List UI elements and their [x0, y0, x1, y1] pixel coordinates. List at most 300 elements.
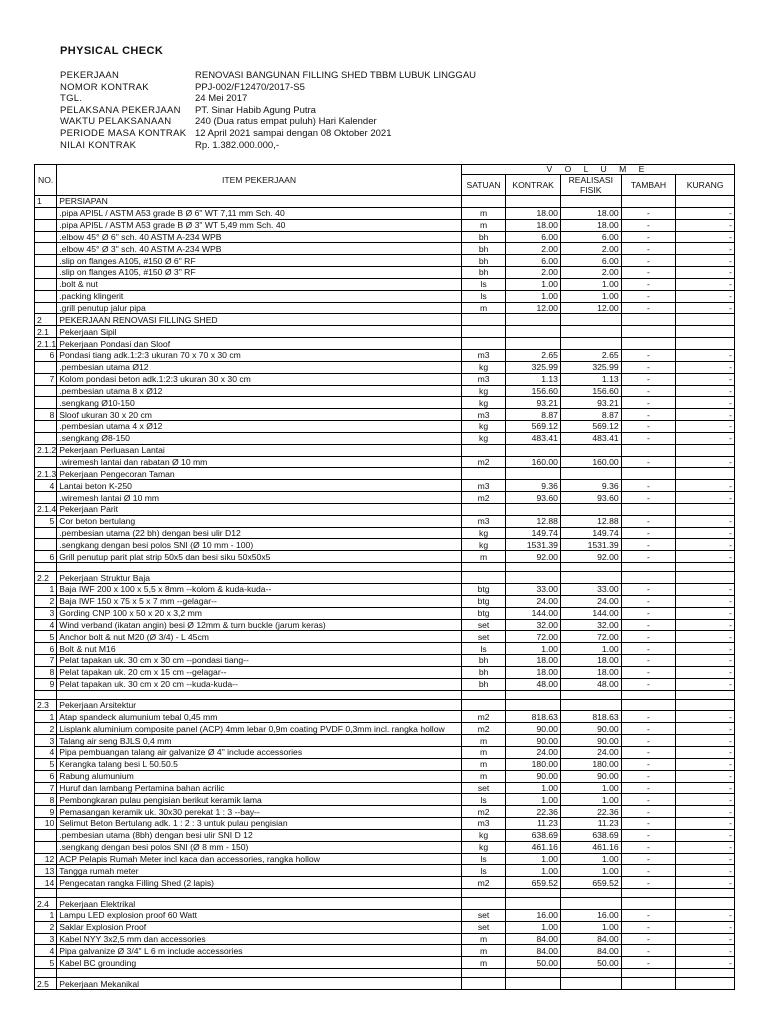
table-row [35, 595, 735, 607]
cell-kontrak [506, 898, 561, 910]
cell-kontrak: 18.00 [506, 655, 561, 667]
cell-realisasi: 144.00 [560, 607, 621, 619]
table-row [35, 243, 735, 255]
cell-no [35, 231, 57, 243]
cell-no: 6 [35, 643, 57, 655]
cell-realisasi: 156.60 [560, 385, 621, 397]
cell-item: Pekerjaan Sipil [57, 326, 462, 338]
cell-tambah: - [621, 480, 676, 492]
cell-kontrak: 93.60 [506, 492, 561, 504]
cell-kontrak [506, 468, 561, 480]
cell-kurang: - [676, 933, 735, 945]
cell-tambah: - [621, 207, 676, 219]
cell-kurang: - [676, 806, 735, 818]
cell-item [57, 563, 462, 572]
cell-realisasi: 90.00 [560, 735, 621, 747]
cell-item [57, 969, 462, 978]
cell-satuan: ls [461, 794, 506, 806]
table-row [35, 711, 735, 723]
cell-item: PERSIAPAN [57, 196, 462, 208]
cell-satuan: kg [461, 829, 506, 841]
cell-item: Kerangka talang besi L 50.50.5 [57, 758, 462, 770]
table-row [35, 444, 735, 456]
cell-no [35, 690, 57, 699]
cell-no: 2.1.3 [35, 468, 57, 480]
cell-item: Pelat tapakan uk. 30 cm x 30 cm --pondasi tiang-- [57, 655, 462, 667]
cell-tambah: - [621, 456, 676, 468]
header-realisasi: REALISASI FISIK [560, 175, 621, 196]
cell-kurang [676, 563, 735, 572]
cell-kontrak [506, 572, 561, 584]
table-row [35, 723, 735, 735]
cell-no [35, 539, 57, 551]
cell-realisasi: 2.00 [560, 267, 621, 279]
cell-kontrak [506, 444, 561, 456]
cell-no: 8 [35, 666, 57, 678]
table-row [35, 207, 735, 219]
cell-kontrak: 818.63 [506, 711, 561, 723]
cell-no [35, 302, 57, 314]
cell-tambah: - [621, 385, 676, 397]
cell-kontrak [506, 978, 561, 990]
cell-tambah: - [621, 921, 676, 933]
cell-satuan: m3 [461, 818, 506, 830]
table-row [35, 456, 735, 468]
table-row [35, 326, 735, 338]
cell-realisasi: 569.12 [560, 421, 621, 433]
info-value: PT. Sinar Habib Agung Putra [195, 104, 316, 116]
cell-tambah: - [621, 539, 676, 551]
cell-no: 7 [35, 655, 57, 667]
cell-item: Talang air seng BJLS 0,4 mm [57, 735, 462, 747]
cell-no: 4 [35, 480, 57, 492]
cell-realisasi: 1.00 [560, 278, 621, 290]
cell-satuan: kg [461, 421, 506, 433]
cell-kurang [676, 699, 735, 711]
cell-tambah: - [621, 409, 676, 421]
cell-tambah: - [621, 957, 676, 969]
cell-item: Pekerjaan Perluasan Lantai [57, 444, 462, 456]
cell-item: .pembesian utama 4 x Ø12 [57, 421, 462, 433]
cell-kontrak: 90.00 [506, 770, 561, 782]
cell-realisasi: 22.36 [560, 806, 621, 818]
cell-tambah: - [621, 711, 676, 723]
cell-no: 2 [35, 314, 57, 326]
cell-realisasi: 6.00 [560, 231, 621, 243]
cell-item: Baja IWF 150 x 75 x 5 x 7 mm --gelagar-- [57, 595, 462, 607]
cell-kurang: - [676, 207, 735, 219]
cell-item: ACP Pelapis Rumah Meter incl kaca dan accessories, rangka hollow [57, 853, 462, 865]
cell-tambah: - [621, 619, 676, 631]
cell-realisasi: 33.00 [560, 584, 621, 596]
cell-no [35, 267, 57, 279]
cell-tambah: - [621, 302, 676, 314]
cell-satuan: m2 [461, 456, 506, 468]
table-row [35, 492, 735, 504]
cell-kontrak: 1.00 [506, 782, 561, 794]
cell-no: 2.1 [35, 326, 57, 338]
cell-item: Cor beton bertulang [57, 515, 462, 527]
info-label: WAKTU PELAKSANAAN [60, 116, 172, 128]
cell-satuan: m [461, 219, 506, 231]
cell-kontrak: 11.23 [506, 818, 561, 830]
cell-tambah: - [621, 255, 676, 267]
info-row [60, 140, 476, 152]
table-row [35, 921, 735, 933]
cell-no [35, 397, 57, 409]
cell-tambah [621, 572, 676, 584]
cell-tambah [621, 898, 676, 910]
table-row [35, 969, 735, 978]
info-row [60, 82, 476, 94]
cell-kurang [676, 338, 735, 350]
cell-satuan: m [461, 551, 506, 563]
cell-no: 8 [35, 409, 57, 421]
cell-item: Bolt & nut M16 [57, 643, 462, 655]
cell-kontrak: 90.00 [506, 723, 561, 735]
cell-tambah: - [621, 770, 676, 782]
cell-satuan: set [461, 631, 506, 643]
cell-item: .wiremesh lantai dan rabatan Ø 10 mm [57, 456, 462, 468]
cell-satuan: m2 [461, 492, 506, 504]
cell-no [35, 207, 57, 219]
cell-item: Pemasangan keramik uk. 30x30 perekat 1 : 3 --bay-- [57, 806, 462, 818]
cell-satuan: m [461, 207, 506, 219]
cell-item: .pembesian utama Ø12 [57, 361, 462, 373]
cell-kurang: - [676, 619, 735, 631]
cell-item: Pengecatan rangka Filling Shed (2 lapis) [57, 877, 462, 889]
cell-kurang [676, 503, 735, 515]
cell-kurang: - [676, 397, 735, 409]
cell-no [35, 278, 57, 290]
cell-no: 4 [35, 619, 57, 631]
cell-satuan: m3 [461, 349, 506, 361]
cell-kontrak [506, 969, 561, 978]
table-row [35, 409, 735, 421]
cell-tambah: - [621, 877, 676, 889]
cell-kurang: - [676, 758, 735, 770]
table-row [35, 219, 735, 231]
cell-realisasi: 818.63 [560, 711, 621, 723]
cell-no: 6 [35, 770, 57, 782]
cell-kontrak [506, 699, 561, 711]
cell-satuan: m2 [461, 723, 506, 735]
cell-tambah: - [621, 723, 676, 735]
cell-no: 1 [35, 909, 57, 921]
cell-no: 5 [35, 631, 57, 643]
cell-satuan [461, 563, 506, 572]
cell-kurang: - [676, 231, 735, 243]
table-row [35, 933, 735, 945]
cell-satuan: ls [461, 643, 506, 655]
cell-kontrak: 24.00 [506, 595, 561, 607]
cell-satuan: m [461, 735, 506, 747]
cell-item: Pelat tapakan uk. 30 cm x 20 cm --kuda-kuda-- [57, 678, 462, 690]
table-row [35, 349, 735, 361]
cell-tambah: - [621, 829, 676, 841]
table-row [35, 361, 735, 373]
cell-realisasi: 24.00 [560, 595, 621, 607]
cell-kurang: - [676, 385, 735, 397]
cell-no: 6 [35, 551, 57, 563]
cell-satuan [461, 699, 506, 711]
cell-kurang: - [676, 711, 735, 723]
cell-satuan: bh [461, 243, 506, 255]
cell-item: Lantai beton K-250 [57, 480, 462, 492]
table-row [35, 818, 735, 830]
cell-kontrak: 16.00 [506, 909, 561, 921]
cell-kontrak: 2.00 [506, 267, 561, 279]
table-row [35, 503, 735, 515]
cell-tambah: - [621, 655, 676, 667]
cell-item: .elbow 45° Ø 6" sch. 40 ASTM A-234 WPB [57, 231, 462, 243]
cell-kurang [676, 969, 735, 978]
cell-kontrak [506, 690, 561, 699]
table-row [35, 278, 735, 290]
cell-no: 2.1.4 [35, 503, 57, 515]
cell-tambah: - [621, 373, 676, 385]
cell-no: 1 [35, 196, 57, 208]
cell-kontrak: 1.00 [506, 290, 561, 302]
cell-no [35, 421, 57, 433]
cell-kurang: - [676, 735, 735, 747]
cell-realisasi [560, 898, 621, 910]
cell-kontrak: 2.00 [506, 243, 561, 255]
cell-item: Anchor bolt & nut M20 (Ø 3/4) - L 45cm [57, 631, 462, 643]
cell-kontrak: 325.99 [506, 361, 561, 373]
cell-realisasi: 638.69 [560, 829, 621, 841]
cell-kurang: - [676, 841, 735, 853]
cell-item: Kabel NYY 3x2,5 mm dan accessories [57, 933, 462, 945]
cell-satuan: kg [461, 841, 506, 853]
cell-item: Pekerjaan Arsitektur [57, 699, 462, 711]
cell-kurang: - [676, 456, 735, 468]
cell-kontrak: 461.16 [506, 841, 561, 853]
cell-kontrak: 92.00 [506, 551, 561, 563]
table-row [35, 877, 735, 889]
table-row [35, 302, 735, 314]
cell-kurang [676, 572, 735, 584]
cell-tambah: - [621, 666, 676, 678]
cell-kurang: - [676, 373, 735, 385]
table-row [35, 865, 735, 877]
info-label: PELAKSANA PEKERJAAN [60, 104, 181, 116]
cell-kurang: - [676, 829, 735, 841]
cell-item: Pekerjaan Elektrikal [57, 898, 462, 910]
cell-no [35, 492, 57, 504]
cell-realisasi: 9.36 [560, 480, 621, 492]
cell-tambah [621, 889, 676, 898]
cell-realisasi [560, 444, 621, 456]
cell-satuan: ls [461, 853, 506, 865]
document-title: PHYSICAL CHECK [60, 45, 164, 57]
cell-satuan: ls [461, 865, 506, 877]
cell-kontrak: 48.00 [506, 678, 561, 690]
cell-satuan [461, 889, 506, 898]
cell-tambah [621, 314, 676, 326]
table-row [35, 678, 735, 690]
cell-kurang: - [676, 631, 735, 643]
cell-item: .pipa API5L / ASTM A53 grade B Ø 3" WT 5,49 mm Sch. 40 [57, 219, 462, 231]
cell-kontrak: 160.00 [506, 456, 561, 468]
cell-realisasi: 90.00 [560, 723, 621, 735]
cell-no [35, 563, 57, 572]
info-value: RENOVASI BANGUNAN FILLING SHED TBBM LUBUK LINGGAU [195, 70, 477, 81]
cell-no [35, 290, 57, 302]
cell-no: 10 [35, 818, 57, 830]
cell-no: 2 [35, 921, 57, 933]
cell-satuan [461, 898, 506, 910]
cell-item: Grill penutup parit plat strip 50x5 dan besi siku 50x50x5 [57, 551, 462, 563]
cell-satuan: bh [461, 655, 506, 667]
table-row [35, 563, 735, 572]
cell-realisasi: 18.00 [560, 219, 621, 231]
table-row [35, 782, 735, 794]
cell-no: 3 [35, 735, 57, 747]
cell-item: .grill penutup jalur pipa [57, 302, 462, 314]
cell-kurang: - [676, 267, 735, 279]
cell-kurang: - [676, 655, 735, 667]
cell-no: 7 [35, 373, 57, 385]
cell-satuan: kg [461, 539, 506, 551]
cell-item: Pekerjaan Struktur Baja [57, 572, 462, 584]
cell-realisasi: 1.00 [560, 794, 621, 806]
cell-no: 3 [35, 607, 57, 619]
cell-satuan: m [461, 933, 506, 945]
cell-kontrak: 1531.39 [506, 539, 561, 551]
cell-kurang [676, 326, 735, 338]
table-row [35, 957, 735, 969]
table-row [35, 829, 735, 841]
cell-satuan [461, 314, 506, 326]
cell-realisasi: 160.00 [560, 456, 621, 468]
cell-tambah: - [621, 492, 676, 504]
cell-kurang: - [676, 551, 735, 563]
cell-no: 9 [35, 678, 57, 690]
cell-no [35, 255, 57, 267]
cell-kontrak: 84.00 [506, 945, 561, 957]
table-header [35, 165, 735, 196]
table-row [35, 432, 735, 444]
header-satuan: SATUAN [461, 175, 506, 196]
info-row [60, 93, 476, 105]
cell-item: Atap spandeck alumunium tebal 0,45 mm [57, 711, 462, 723]
cell-kurang: - [676, 909, 735, 921]
cell-kontrak: 483.41 [506, 432, 561, 444]
cell-kontrak: 180.00 [506, 758, 561, 770]
cell-satuan [461, 326, 506, 338]
table-row [35, 841, 735, 853]
cell-item: Gording CNP 100 x 50 x 20 x 3,2 mm [57, 607, 462, 619]
table-row [35, 631, 735, 643]
cell-no: 6 [35, 349, 57, 361]
table-row [35, 746, 735, 758]
cell-item: .packing klingerit [57, 290, 462, 302]
info-value: 12 April 2021 sampai dengan 08 Oktober 2021 [195, 127, 392, 139]
cell-tambah: - [621, 421, 676, 433]
cell-kurang: - [676, 782, 735, 794]
cell-tambah: - [621, 643, 676, 655]
cell-kurang [676, 468, 735, 480]
contract-info [60, 70, 476, 151]
cell-realisasi: 93.21 [560, 397, 621, 409]
cell-tambah [621, 468, 676, 480]
cell-satuan: bh [461, 678, 506, 690]
info-label: NOMOR KONTRAK [60, 81, 149, 93]
info-label: PERIODE MASA KONTRAK [60, 127, 187, 139]
cell-satuan: m3 [461, 480, 506, 492]
cell-realisasi: 483.41 [560, 432, 621, 444]
cell-satuan: kg [461, 397, 506, 409]
cell-no: 5 [35, 758, 57, 770]
cell-satuan: m [461, 945, 506, 957]
info-row [60, 70, 476, 82]
cell-kurang: - [676, 957, 735, 969]
cell-realisasi: 1.00 [560, 290, 621, 302]
cell-kontrak: 24.00 [506, 746, 561, 758]
cell-satuan [461, 444, 506, 456]
cell-kurang: - [676, 492, 735, 504]
cell-satuan [461, 978, 506, 990]
cell-item: .sengkang dengan besi polos SNI (Ø 10 mm - 100) [57, 539, 462, 551]
cell-no: 2.1.1 [35, 338, 57, 350]
cell-item: Selimut Beton Bertulang adk. 1 : 2 : 3 untuk pulau pengisian [57, 818, 462, 830]
cell-realisasi [560, 326, 621, 338]
cell-kontrak: 144.00 [506, 607, 561, 619]
cell-satuan: kg [461, 527, 506, 539]
cell-tambah: - [621, 432, 676, 444]
cell-item: Kolom pondasi beton adk.1:2:3 ukuran 30 x 30 cm [57, 373, 462, 385]
cell-no: 13 [35, 865, 57, 877]
cell-kontrak: 659.52 [506, 877, 561, 889]
cell-no [35, 385, 57, 397]
cell-satuan: set [461, 921, 506, 933]
cell-kontrak: 8.87 [506, 409, 561, 421]
cell-kurang [676, 898, 735, 910]
cell-kurang: - [676, 770, 735, 782]
cell-kontrak: 149.74 [506, 527, 561, 539]
table-row [35, 196, 735, 208]
cell-tambah: - [621, 909, 676, 921]
cell-tambah: - [621, 818, 676, 830]
cell-kontrak: 1.00 [506, 865, 561, 877]
cell-no [35, 969, 57, 978]
header-kurang: KURANG [676, 175, 735, 196]
cell-realisasi [560, 503, 621, 515]
cell-tambah: - [621, 361, 676, 373]
cell-satuan: kg [461, 385, 506, 397]
cell-kontrak: 6.00 [506, 255, 561, 267]
cell-no: 2.3 [35, 699, 57, 711]
table-row [35, 515, 735, 527]
cell-kurang: - [676, 349, 735, 361]
cell-realisasi: 1.13 [560, 373, 621, 385]
table-row [35, 655, 735, 667]
cell-kontrak: 2.65 [506, 349, 561, 361]
cell-realisasi: 50.00 [560, 957, 621, 969]
cell-no: 1 [35, 711, 57, 723]
cell-kurang [676, 690, 735, 699]
cell-realisasi: 6.00 [560, 255, 621, 267]
header-no: NO. [35, 165, 57, 196]
cell-kurang: - [676, 421, 735, 433]
cell-kontrak: 50.00 [506, 957, 561, 969]
cell-tambah: - [621, 515, 676, 527]
cell-satuan: m [461, 746, 506, 758]
cell-satuan: m [461, 302, 506, 314]
cell-satuan: m [461, 770, 506, 782]
cell-realisasi: 149.74 [560, 527, 621, 539]
